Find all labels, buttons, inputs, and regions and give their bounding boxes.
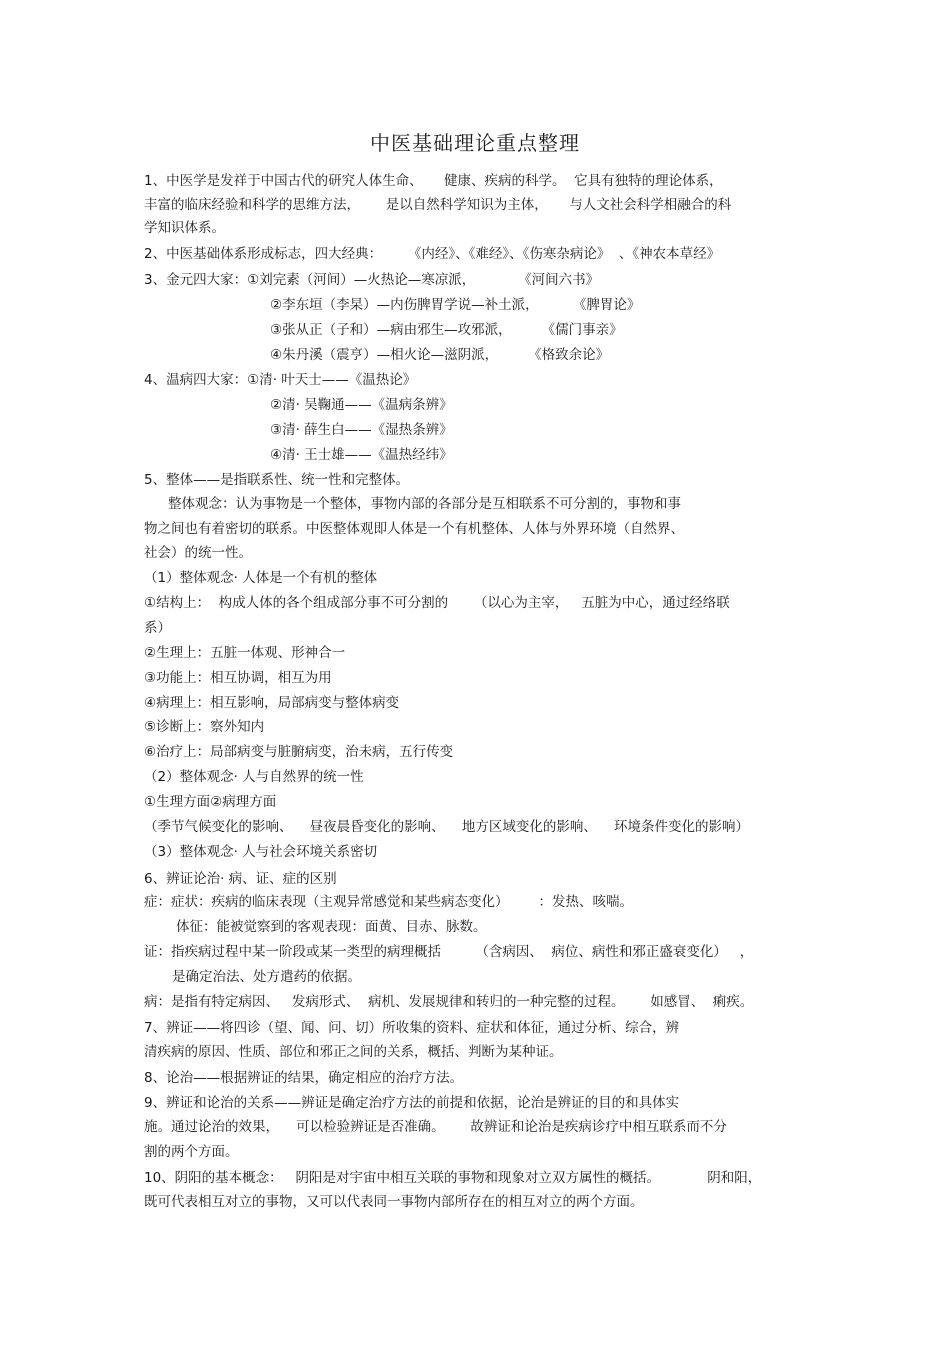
text-line: ③张从正（子和）—病由邪生—攻邪派， 《儒门事亲》 — [270, 322, 623, 338]
text-line: 4、温病四大家：①清· 叶天士——《温热论》 — [144, 372, 417, 388]
text-line: 施。通过论治的效果， 可以检验辨证是否准确。 故辨证和论治是疾病诊疗中相互联系而不分 — [144, 1119, 727, 1135]
text-line: 3、金元四大家：①刘完素（河间）—火热论—寒凉派， 《河间六书》 — [144, 272, 600, 288]
text-line: 6、辨证论治· 病、证、症的区别 — [144, 871, 337, 887]
text-line: 5、整体——是指联系性、统一性和完整体。 — [144, 472, 410, 488]
text-line: ③清· 薛生白——《湿热条辨》 — [270, 422, 453, 438]
text-line: 证：指疾病过程中某一阶段或某一类型的病理概括 （含病因、 病位、病性和邪正盛衰变化） ， — [144, 944, 754, 960]
text-line: （3）整体观念· 人与社会环境关系密切 — [144, 844, 378, 860]
text-line: 10、阴阳的基本概念： 阴阳是对宇宙中相互关联的事物和现象对立双方属性的概括。 阴和阳， — [144, 1170, 762, 1186]
text-line: （季节气候变化的影响、 昼夜晨昏变化的影响、 地方区域变化的影响、 环境条件变化的影响） — [144, 819, 749, 835]
text-line: 1、中医学是发祥于中国古代的研究人体生命、 健康、疾病的科学。 它具有独特的理论体系， — [144, 173, 723, 189]
text-line: 丰富的临床经验和科学的思维方法， 是以自然科学知识为主体， 与人文社会科学相融合的科 — [144, 197, 732, 213]
text-line: 症：症状：疾病的临床表现（主观异常感觉和某些病态变化） ：发热、咳喘。 — [144, 894, 634, 910]
text-line: 既可代表相互对立的事物，又可以代表同一事物内部所存在的相互对立的两个方面。 — [144, 1194, 644, 1210]
text-line: 8、论治——根据辨证的结果，确定相应的治疗方法。 — [144, 1070, 464, 1086]
text-line: 清疾病的原因、性质、部位和邪正之间的关系，概括、判断为某种证。 — [144, 1044, 563, 1060]
text-line: （1）整体观念· 人体是一个有机的整体 — [144, 570, 378, 586]
text-line: ①生理方面②病理方面 — [144, 794, 277, 810]
text-line: ②生理上：五脏一体观、形神合一 — [144, 645, 346, 661]
text-line: ①结构上： 构成人体的各个组成部分事不可分割的 （以心为主宰， 五脏为中心，通过经络联 — [144, 595, 730, 611]
text-line: ③功能上：相互协调，相互为用 — [144, 670, 332, 686]
document-title: 中医基础理论重点整理 — [370, 131, 580, 155]
text-line: 体征：能被觉察到的客观表现：面黄、目赤、脉数。 — [176, 919, 487, 935]
text-line: 整体观念：认为事物是一个整体，事物内部的各部分是互相联系不可分割的，事物和事 — [168, 496, 681, 512]
text-line: （2）整体观念· 人与自然界的统一性 — [144, 769, 364, 785]
text-line: 2、中医基础体系形成标志，四大经典： 《内经》、《难经》、《伤寒杂病论》 、《神农本草经》 — [144, 246, 721, 262]
text-line: 是确定治法、处方遣药的依据。 — [172, 969, 361, 985]
text-line: 系） — [144, 620, 171, 636]
text-line: ⑤诊断上：察外知内 — [144, 719, 265, 735]
text-line: 物之间也有着密切的联系。中医整体观即人体是一个有机整体、人体与外界环境（自然界、 — [144, 521, 684, 537]
text-line: ④病理上：相互影响，局部病变与整体病变 — [144, 695, 400, 711]
text-line: ④清· 王士雄——《温热经纬》 — [270, 447, 453, 463]
text-line: ④朱丹溪（震亨）—相火论—滋阴派， 《格致余论》 — [270, 347, 610, 363]
text-line: 社会）的统一性。 — [144, 545, 252, 561]
text-line: ②李东垣（李杲）—内伤脾胃学说—补土派， 《脾胃论》 — [270, 297, 641, 313]
text-line: 学知识体系。 — [144, 220, 225, 236]
text-line: 7、辨证——将四诊（望、闻、问、切）所收集的资料、症状和体征，通过分析、综合，辨 — [144, 1020, 680, 1036]
text-line: 9、辨证和论治的关系——辨证是确定治疗方法的前提和依据，论治是辨证的目的和具体实 — [144, 1095, 680, 1111]
text-line: 病：是指有特定病因、 发病形式、 病机、发展规律和转归的一种完整的过程。 如感冒、 痢疾。 — [144, 994, 754, 1010]
text-line: ②清· 吴鞠通——《温病条辨》 — [270, 397, 453, 413]
text-line: ⑥治疗上：局部病变与脏腑病变，治未病，五行传变 — [144, 744, 454, 760]
text-line: 割的两个方面。 — [144, 1144, 239, 1160]
